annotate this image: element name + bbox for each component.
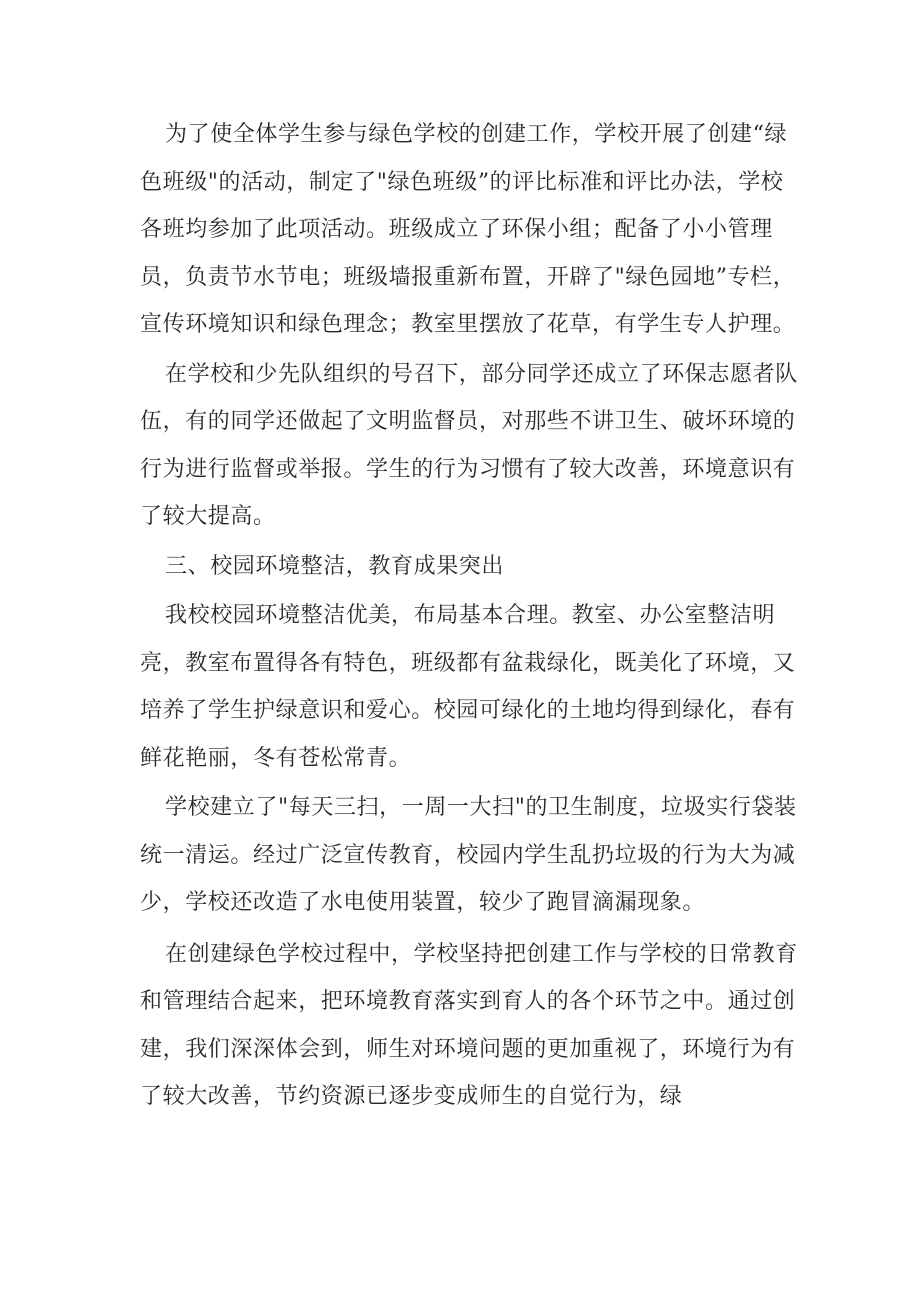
- paragraph-hygiene-system: 学校建立了"每天三扫，一周一大扫"的卫生制度，垃圾实行袋装统一清运。经过广泛宣传教育，校园内学生乱扔垃圾的行为大为减少，学校还改造了水电使用装置，较少了跑冒滴漏现象。: [140, 795, 797, 915]
- paragraph-creation-process: 在创建绿色学校过程中，学校坚持把创建工作与学校的日常教育和管理结合起来，把环境教育落实到育人的各个环节之中。通过创建，我们深深体会到，师生对环境问题的更加重视了，环境行为有了较大改善，节约资源已逐步变成师生的自觉行为，绿: [140, 941, 798, 1109]
- section-heading: 三、校园环境整洁，教育成果突出: [165, 553, 505, 579]
- paragraph-green-class: 为了使全体学生参与绿色学校的创建工作，学校开展了创建“绿色班级"的活动，制定了"绿色班级”的评比标准和评比办法，学校各班均参加了此项活动。班级成立了环保小组；配备了小小管理员，负责节水节电；班级墙报重新布置，开辟了"绿色园地”专栏，宣传环境知识和绿色理念；教室里摆放了花草，有学生专人护理。: [140, 122, 796, 337]
- body-text: [140, 111, 800, 1121]
- paragraph-campus-environment: 我校校园环境整洁优美，布局基本合理。教室、办公室整洁明亮，教室布置得各有特色，班级都有盆栽绿化，既美化了环境，又培养了学生护绿意识和爱心。校园可绿化的土地均得到绿化，春有鲜花艳丽，冬有苍松常青。: [140, 603, 796, 771]
- paragraph-volunteers: 在学校和少先队组织的号召下，部分同学还成立了环保志愿者队伍，有的同学还做起了文明监督员，对那些不讲卫生、破坏环境的行为进行监督或举报。学生的行为习惯有了较大改善，环境意识有了较大提高。: [140, 361, 798, 529]
